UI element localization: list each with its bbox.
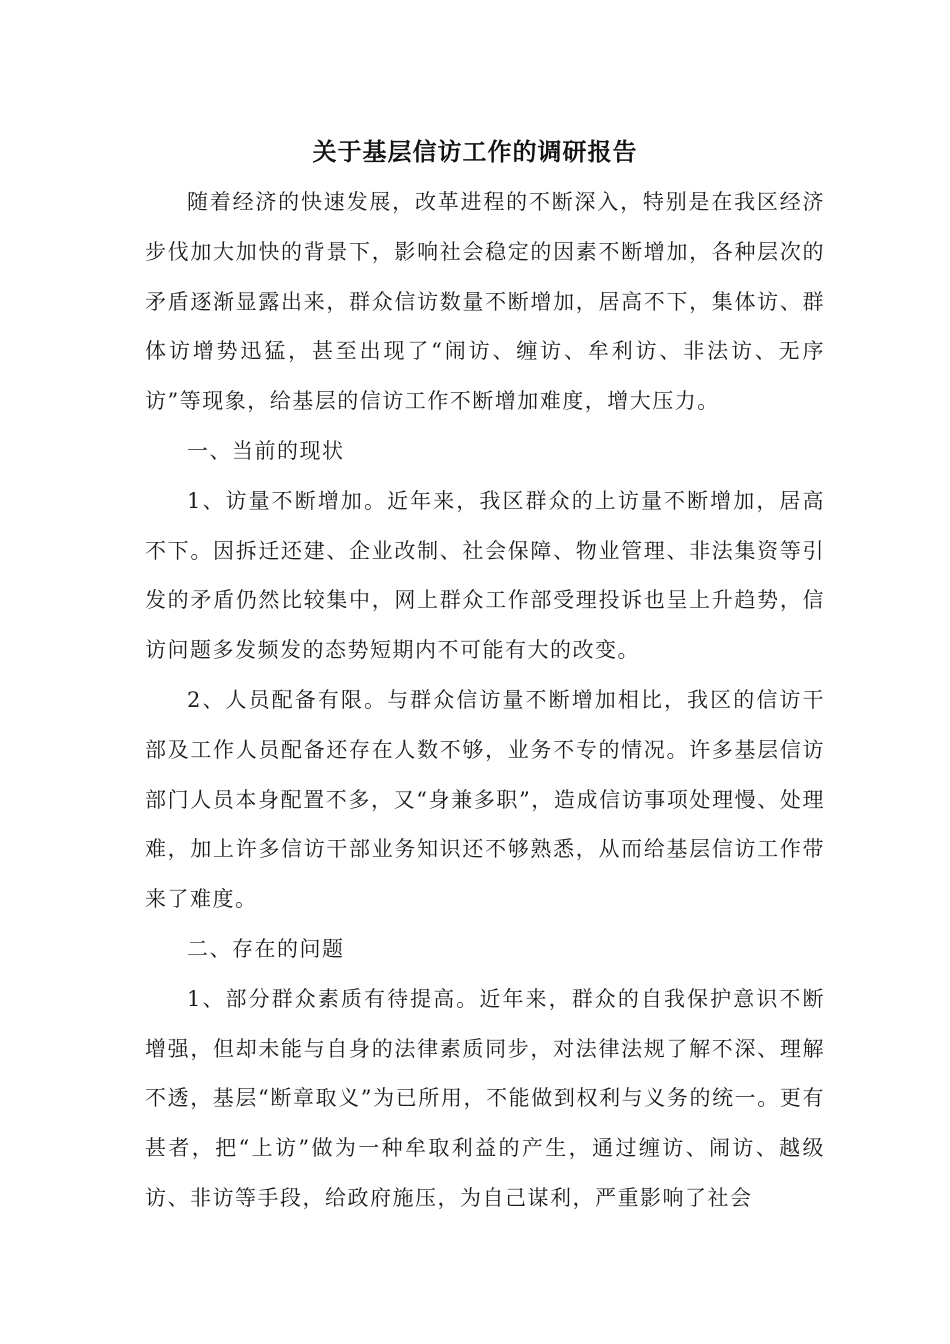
paragraph-visit-volume: 1、访量不断增加。近年来，我区群众的上访量不断增加，居高不下。因拆迁还建、企业改制、社会保障、物业管理、非法集资等引发的矛盾仍然比较集中，网上群众工作部受理投诉也呈上升趋势，信访问题多发频发的态势短期内不可能有大的改变。 <box>145 488 825 663</box>
section-heading-current-status: 一、当前的现状 <box>187 438 345 463</box>
document-title: 关于基层信访工作的调研报告 <box>312 137 638 166</box>
document-body <box>145 178 825 1224</box>
section-heading-problems: 二、存在的问题 <box>187 936 345 961</box>
paragraph-staffing: 2、人员配备有限。与群众信访量不断增加相比，我区的信访干部及工作人员配备还存在人数不够，业务不专的情况。许多基层信访部门人员本身配置不多，又“身兼多职”，造成信访事项处理慢、处理难，加上许多信访干部业务知识还不够熟悉，从而给基层信访工作带来了难度。 <box>145 687 825 912</box>
paragraph-public-quality: 1、部分群众素质有待提高。近年来，群众的自我保护意识不断增强，但却未能与自身的法律素质同步，对法律法规了解不深、理解不透，基层“断章取义”为已所用，不能做到权利与义务的统一。更有甚者，把“上访”做为一种牟取利益的产生，通过缠访、闹访、越级访、非访等手段，给政府施压，为自己谋利，严重影响了社会 <box>145 986 825 1210</box>
intro-paragraph: 随着经济的快速发展，改革进程的不断深入，特别是在我区经济步伐加大加快的背景下，影响社会稳定的因素不断增加，各种层次的矛盾逐渐显露出来，群众信访数量不断增加，居高不下，集体访、群体访增势迅猛，甚至出现了“闹访、缠访、牟利访、非法访、无序访”等现象，给基层的信访工作不断增加难度，增大压力。 <box>145 190 825 414</box>
